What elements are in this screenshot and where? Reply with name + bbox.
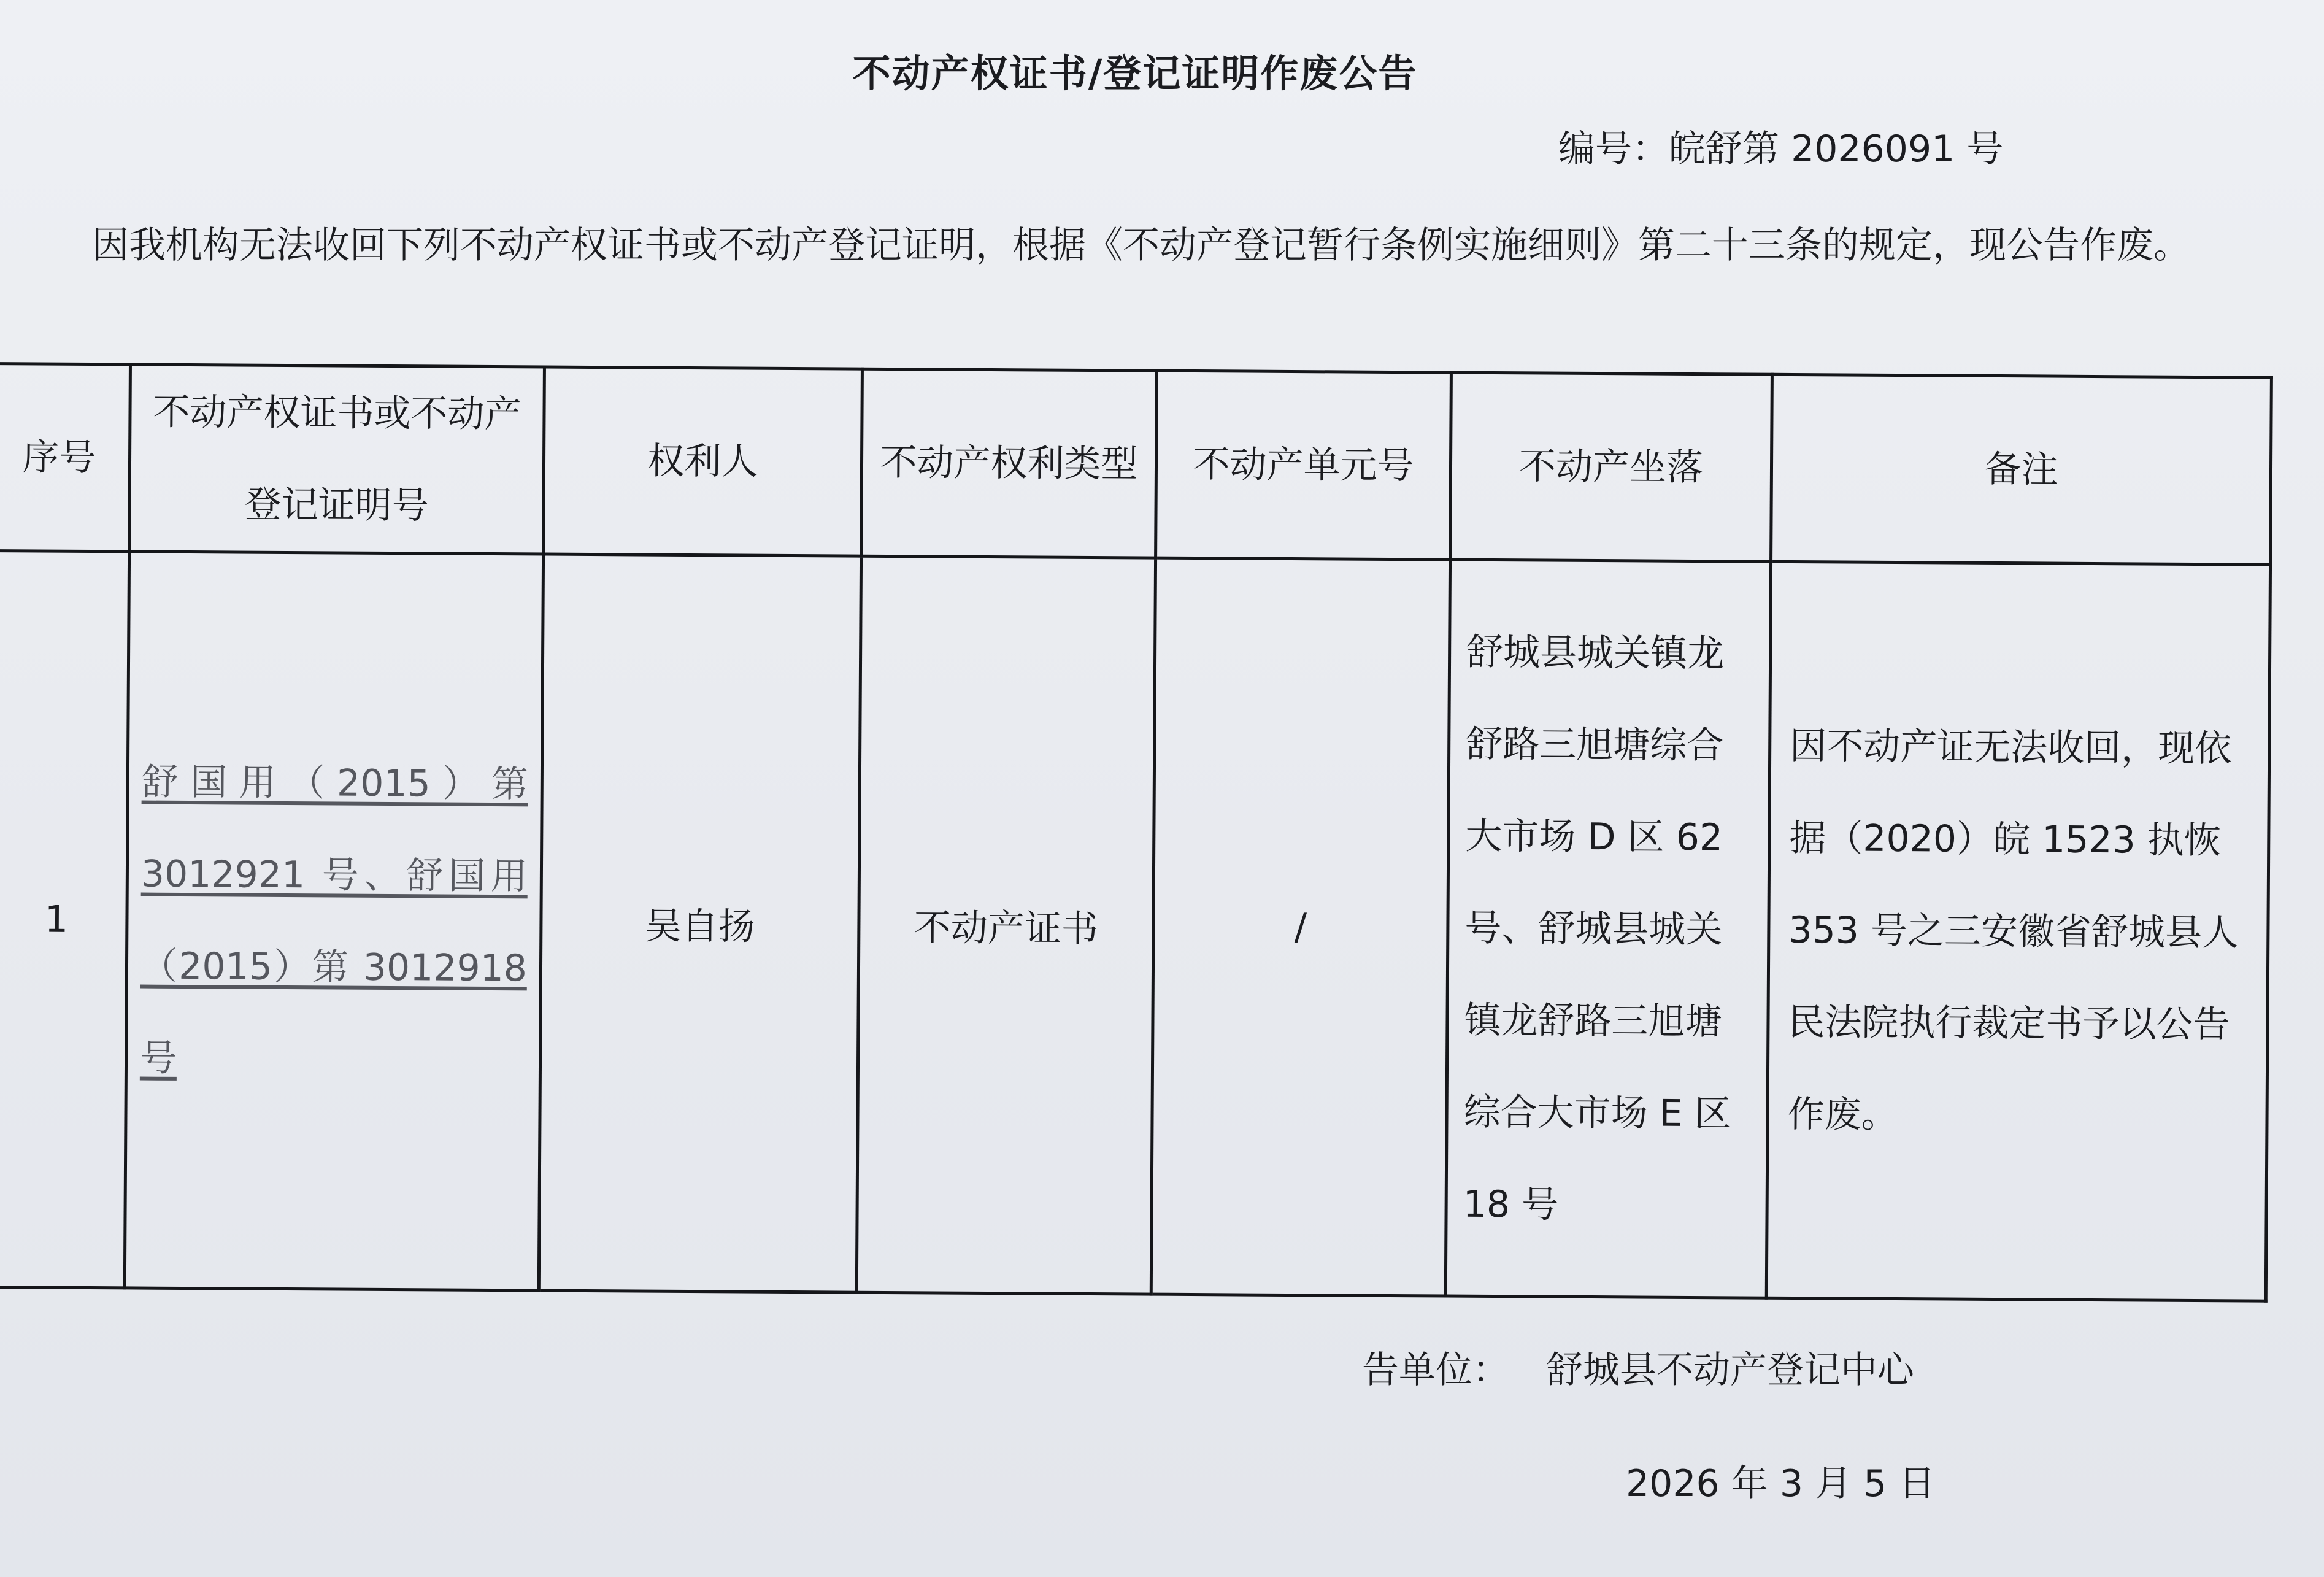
cell-remark: 因不动产证无法收回，现依据（2020）皖 1523 执恢 353 号之三安徽省舒城县人民法院执行裁定书予以公告作废。 bbox=[1766, 561, 2270, 1301]
header-index: 序号 bbox=[0, 364, 130, 552]
header-right-type: 不动产权利类型 bbox=[861, 369, 1157, 558]
notice-intro: 因我机构无法收回下列不动产权证书或不动产登记证明，根据《不动产登记暂行条例实施细则》第二十三条的规定，现公告作废。 bbox=[92, 224, 2190, 267]
table-row bbox=[0, 551, 2271, 1301]
issuer-line bbox=[1362, 1341, 1914, 1394]
header-unit-no: 不动产单元号 bbox=[1156, 371, 1452, 560]
header-cert-no: 不动产权证书或不动产登记证明号 bbox=[129, 364, 545, 554]
cell-cert-no bbox=[125, 552, 543, 1290]
void-certificate-table bbox=[0, 362, 2273, 1303]
notice-date: 2026 年 3 月 5 日 bbox=[1626, 1462, 1936, 1505]
cert-no-text: 舒国用（2015）第 3012921 号、舒国用（2015）第 3012918 号 bbox=[139, 760, 529, 1080]
notice-title: 不动产权证书/登记证明作废公告 bbox=[852, 51, 1418, 96]
issuer-label: 告单位： bbox=[1362, 1349, 1509, 1392]
cell-index: 1 bbox=[0, 551, 129, 1288]
notice-number: 编号：皖舒第 2026091 号 bbox=[1558, 128, 2004, 171]
cell-right-type: 不动产证书 bbox=[856, 556, 1155, 1294]
cell-holder: 吴自扬 bbox=[539, 554, 861, 1292]
header-holder: 权利人 bbox=[544, 367, 863, 556]
table-header-row bbox=[0, 364, 2271, 565]
header-location: 不动产坐落 bbox=[1450, 372, 1772, 561]
issuer-name: 舒城县不动产登记中心 bbox=[1546, 1349, 1914, 1392]
header-remark: 备注 bbox=[1771, 374, 2272, 565]
cell-location: 舒城县城关镇龙舒路三旭塘综合大市场 D 区 62 号、舒城县城关镇龙舒路三旭塘综合大市场 E 区 18 号 bbox=[1445, 560, 1771, 1298]
cell-unit-no: / bbox=[1151, 558, 1450, 1296]
